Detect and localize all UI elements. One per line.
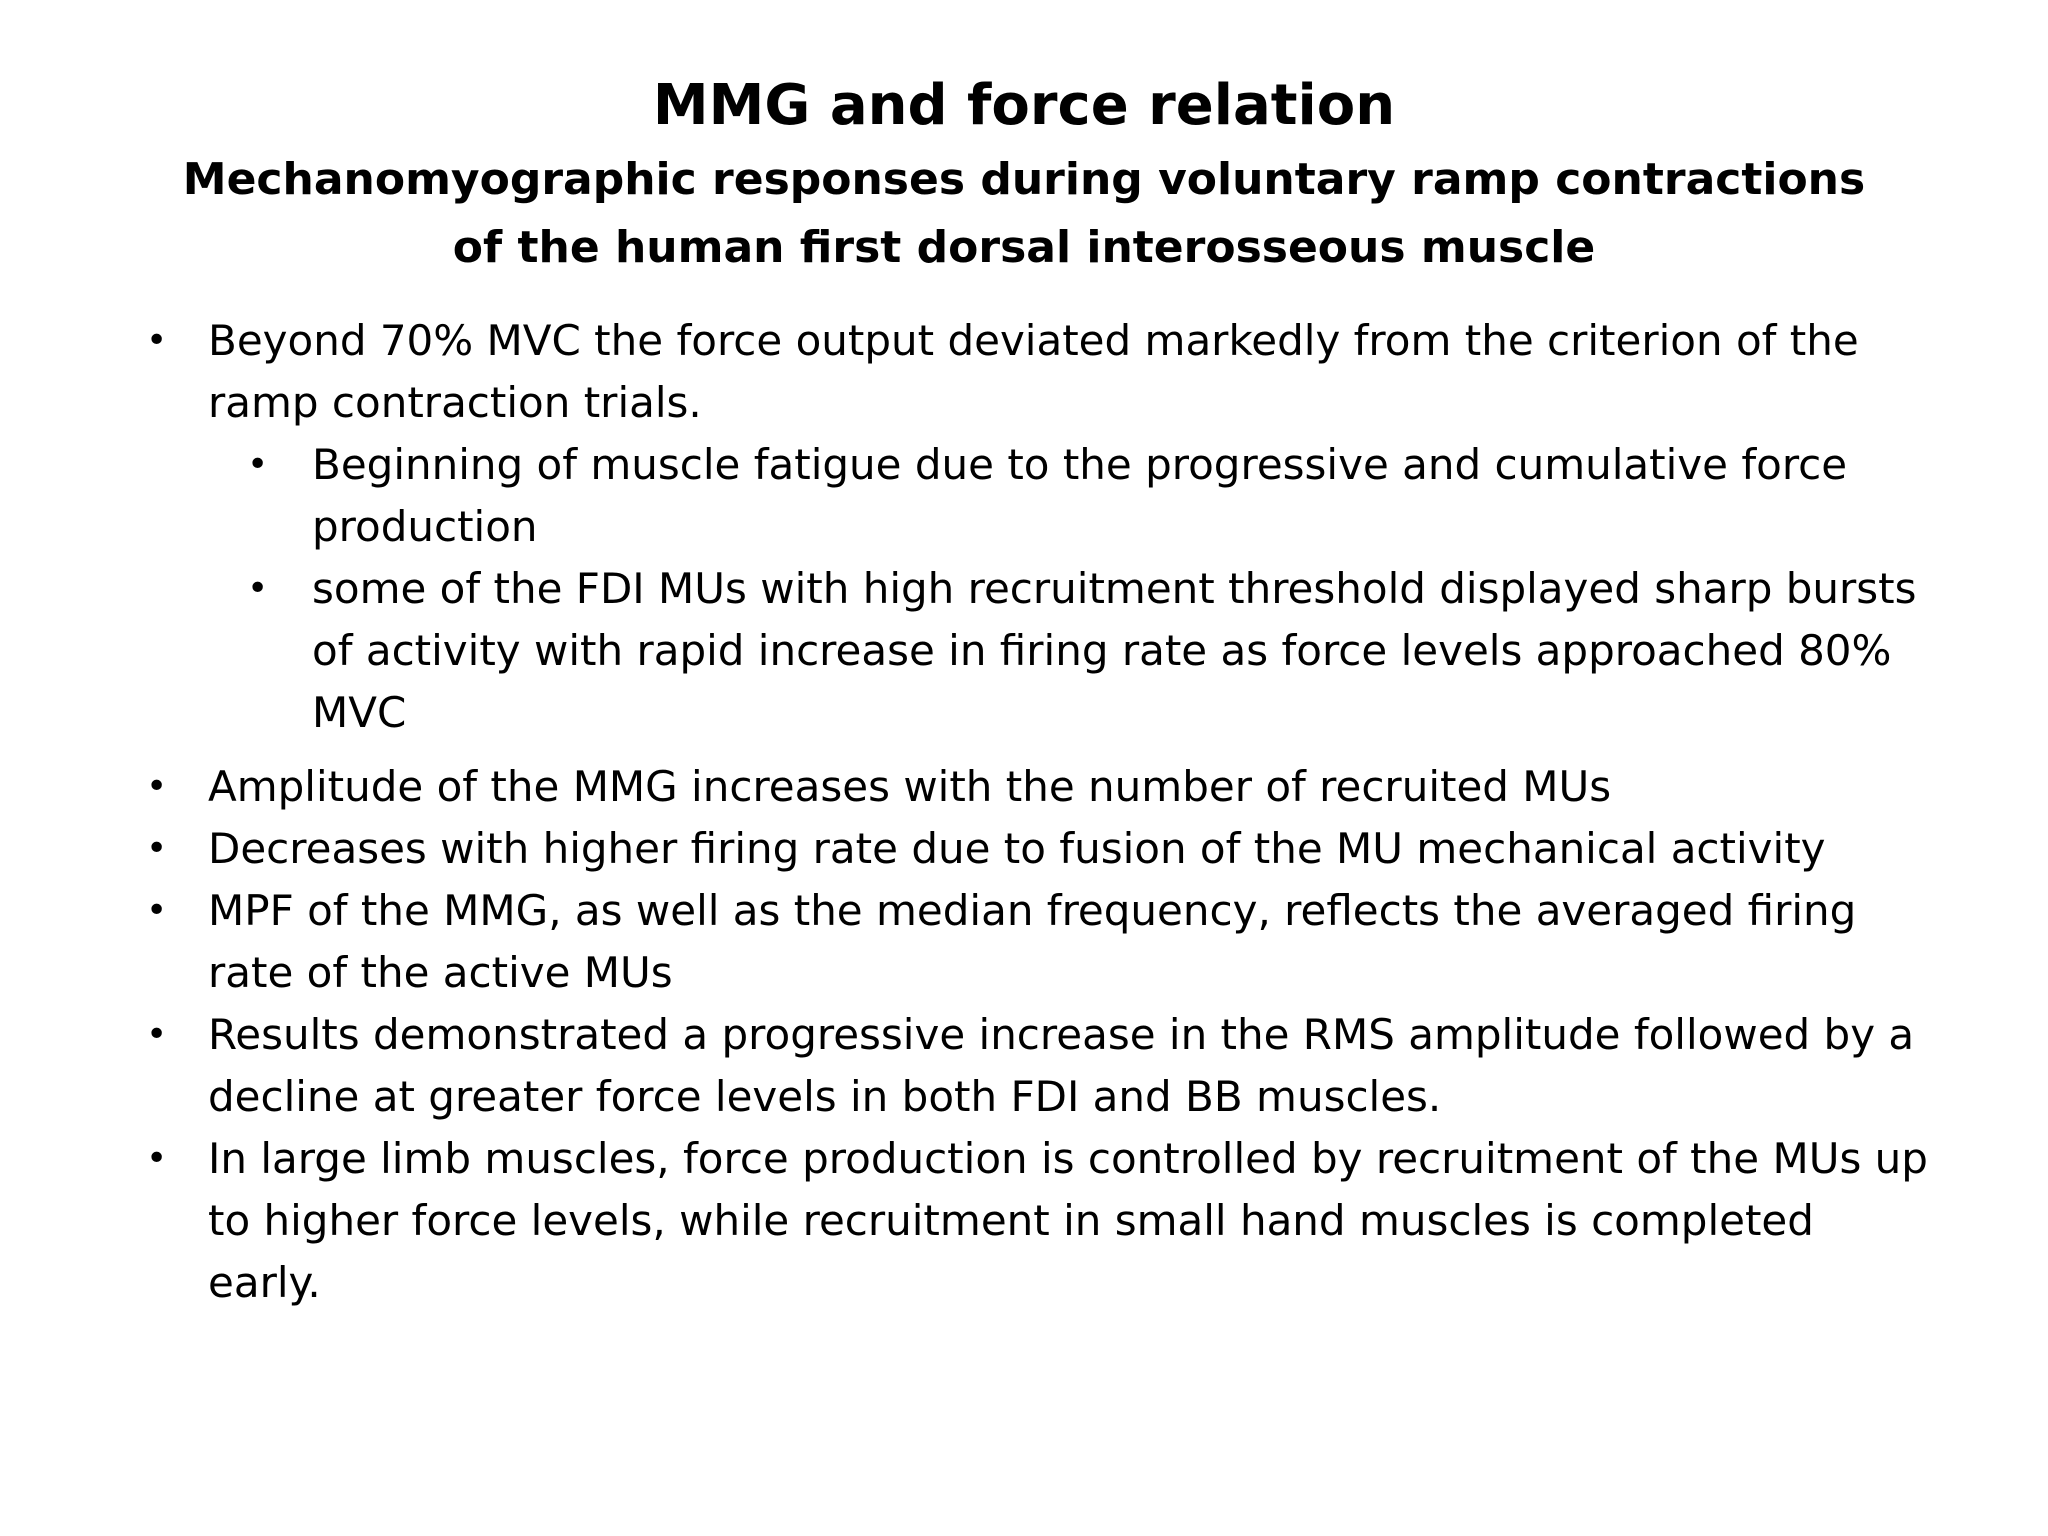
bullet-text: Beyond 70% MVC the force output deviated markedly from the criterion of the ramp contraction trials. [208,316,1859,427]
bullet-marker: • [247,568,269,609]
list-item [0,1004,1928,1128]
bullet-text: In large limb muscles, force production is controlled by recruitment of the MUs up to higher force levels, while recruitment in small hand muscles is completed early. [208,1134,1928,1307]
bullet-text: Beginning of muscle fatigue due to the progressive and cumulative force production [312,440,1848,551]
bullet-text: Decreases with higher firing rate due to fusion of the MU mechanical activity [208,824,1826,873]
bullet-marker: • [146,828,168,869]
list-item [0,1128,1928,1314]
bullet-text: Results demonstrated a progressive increase in the RMS amplitude followed by a decline at greater force levels in both FDI and BB muscles. [208,1010,1915,1121]
list-item [0,310,1928,434]
slide-subtitle [0,146,2048,282]
bullet-text: Amplitude of the MMG increases with the number of recruited MUs [208,762,1612,811]
bullet-marker: • [146,1014,168,1055]
bullet-marker: • [146,766,168,807]
bullet-marker: • [247,444,269,485]
bullet-marker: • [146,890,168,931]
list-item [0,558,1952,744]
list-item [0,756,1928,818]
bullet-list [0,310,2048,1314]
subtitle-line: of the human first dorsal interosseous muscle [452,222,1596,273]
bullet-text: some of the FDI MUs with high recruitment threshold displayed sharp bursts of activity with rapid increase in firing rate as force levels approached 80% MVC [312,564,1917,737]
list-item [0,818,1928,880]
subtitle-line: Mechanomyographic responses during voluntary ramp contractions [182,154,1866,205]
bullet-text: MPF of the MMG, as well as the median frequency, reflects the averaged firing rate of the active MUs [208,886,1857,997]
list-item [0,880,1928,1004]
list-item [0,434,1952,558]
bullet-marker: • [146,1138,168,1179]
slide-title: MMG and force relation [652,73,1396,138]
bullet-marker: • [146,320,168,361]
